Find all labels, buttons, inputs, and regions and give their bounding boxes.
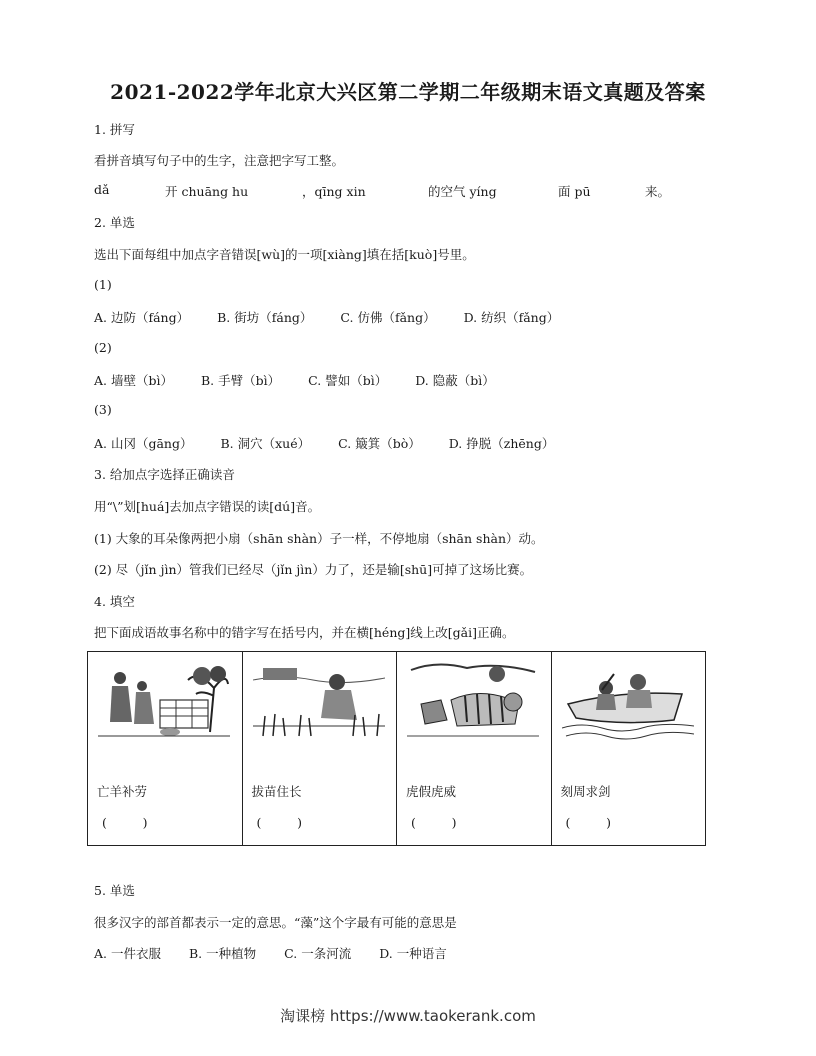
option: B. 一种植物 bbox=[188, 946, 257, 961]
illustration-boat-and-sword bbox=[562, 660, 694, 740]
q3-instruction: 用“\”划[huá]去加点字错误的读[dú]音。 bbox=[94, 499, 321, 514]
idiom-cell bbox=[397, 652, 552, 846]
idiom-story-table bbox=[87, 651, 706, 846]
option: B. 手臂（bì） bbox=[200, 373, 281, 388]
q2-group-2-options bbox=[94, 371, 523, 389]
idiom-text: 虎假虎威 bbox=[406, 784, 457, 799]
q4-heading: 4. 填空 bbox=[94, 594, 135, 609]
answer-parentheses: ( ) bbox=[565, 815, 612, 830]
option: C. 簸箕（bò） bbox=[338, 436, 421, 451]
q1-pinyin-row bbox=[0, 182, 816, 200]
q2-instruction: 选出下面每组中加点字音错误[wù]的一项[xiàng]填在括[kuò]号里。 bbox=[94, 247, 475, 262]
option: A. 边防（fáng） bbox=[94, 310, 190, 325]
idiom-text: 刻周求剑 bbox=[560, 784, 611, 799]
option: A. 墙壁（bì） bbox=[94, 373, 173, 388]
illustration-mending-fence bbox=[98, 660, 230, 740]
q2-group-1-options bbox=[94, 308, 587, 326]
footer-watermark: 淘课榜 https://www.taokerank.com bbox=[280, 1007, 536, 1025]
option: B. 洞穴（xué） bbox=[220, 436, 311, 451]
q2-group-1-number: (1) bbox=[94, 277, 112, 292]
q1-part-5: 面 pū bbox=[558, 184, 591, 199]
option: A. 山冈（gāng） bbox=[94, 436, 193, 451]
q2-heading: 2. 单选 bbox=[94, 215, 135, 230]
q1-part-1: dǎ bbox=[94, 182, 110, 197]
q2-group-3-options bbox=[94, 434, 582, 452]
q4-instruction: 把下面成语故事名称中的错字写在括号内，并在横[héng]线上改[gǎi]正确。 bbox=[94, 625, 515, 640]
q1-part-6: 来。 bbox=[645, 184, 671, 199]
idiom-cell bbox=[551, 652, 706, 846]
option: D. 隐蔽（bì） bbox=[415, 373, 495, 388]
option: D. 一种语言 bbox=[379, 946, 447, 961]
q2-group-2-number: (2) bbox=[94, 340, 112, 355]
option: A. 一件衣服 bbox=[94, 946, 161, 961]
q5-instruction: 很多汉字的部首都表示一定的意思。“藻”这个字最有可能的意思是 bbox=[94, 915, 457, 930]
q3-heading: 3. 给加点字选择正确读音 bbox=[94, 467, 235, 482]
q5-heading: 5. 单选 bbox=[94, 883, 135, 898]
option: C. 仿佛（fǎng） bbox=[340, 310, 436, 325]
q3-item-2: (2) 尽（jǐn jìn）管我们已经尽（jǐn jìn）力了，还是输[shū]可掉了这场比赛。 bbox=[94, 562, 533, 577]
option: C. 譬如（bì） bbox=[308, 373, 388, 388]
option: D. 纺织（fǎng） bbox=[463, 310, 560, 325]
q1-part-2: 开 chuāng hu bbox=[165, 184, 249, 199]
answer-parentheses: ( ) bbox=[256, 815, 303, 830]
q1-heading: 1. 拼写 bbox=[94, 122, 135, 137]
illustration-fox-and-tiger bbox=[407, 660, 539, 740]
page-title: 2021-2022学年北京大兴区第二学期二年级期末语文真题及答案 bbox=[110, 80, 706, 104]
answer-parentheses: ( ) bbox=[102, 815, 148, 830]
q5-options bbox=[94, 944, 475, 962]
option: D. 挣脱（zhēng） bbox=[448, 436, 555, 451]
idiom-cell bbox=[242, 652, 397, 846]
idiom-text: 亡羊补劳 bbox=[97, 784, 148, 799]
q1-part-3: ，qīng xin bbox=[302, 184, 366, 199]
idiom-cell bbox=[88, 652, 243, 846]
idiom-text: 拔苗住长 bbox=[251, 784, 302, 799]
q2-group-3-number: (3) bbox=[94, 402, 112, 417]
q1-part-4: 的空气 yíng bbox=[428, 184, 497, 199]
answer-parentheses: ( ) bbox=[411, 815, 457, 830]
option: B. 街坊（fáng） bbox=[217, 310, 313, 325]
q1-instruction: 看拼音填写句子中的生字，注意把字写工整。 bbox=[94, 153, 345, 168]
q3-item-1: (1) 大象的耳朵像两把小扇（shān shàn）子一样，不停地扇（shān shàn）动。 bbox=[94, 531, 544, 546]
option: C. 一条河流 bbox=[284, 946, 352, 961]
illustration-pulling-seedlings bbox=[253, 660, 385, 740]
